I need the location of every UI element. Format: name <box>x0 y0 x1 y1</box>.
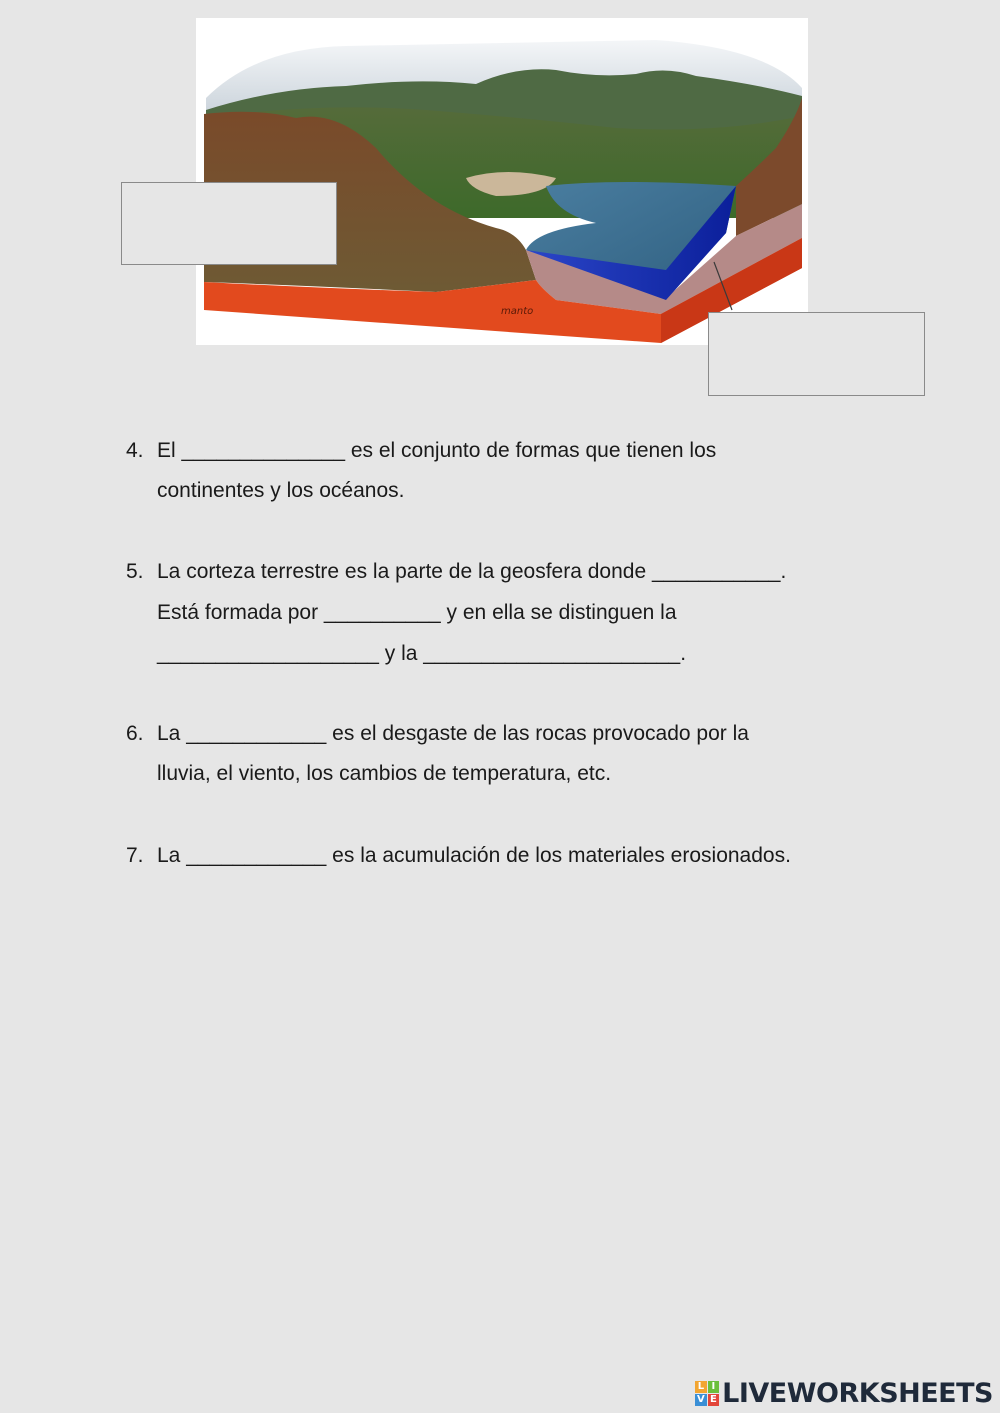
question-line: El ______________ es el conjunto de formas que tienen los <box>157 439 717 462</box>
answer-box-continental-crust[interactable] <box>121 182 337 265</box>
question-number: 7. <box>126 844 144 867</box>
question-line: La ____________ es el desgaste de las rocas provocado por la <box>157 722 749 745</box>
question-number: 5. <box>126 560 144 583</box>
liveworksheets-logo <box>695 1379 993 1407</box>
question-number: 4. <box>126 439 144 462</box>
mantle-label: manto <box>501 306 534 317</box>
question-line: continentes y los océanos. <box>157 479 405 502</box>
question-line: ___________________ y la ______________________. <box>157 642 687 665</box>
question-line: La ____________ es la acumulación de los materiales erosionados. <box>157 844 791 867</box>
question-line: Está formada por __________ y en ella se distinguen la <box>157 601 677 624</box>
answer-box-oceanic-crust[interactable] <box>708 312 925 396</box>
question-line: lluvia, el viento, los cambios de temperatura, etc. <box>157 762 612 785</box>
question-line: La corteza terrestre es la parte de la geosfera donde ___________. <box>157 560 787 583</box>
question-number: 6. <box>126 722 144 745</box>
brand-name: LIVEWORKSHEETS <box>722 1377 993 1409</box>
logo-mark-icon: L I V E <box>695 1381 719 1405</box>
